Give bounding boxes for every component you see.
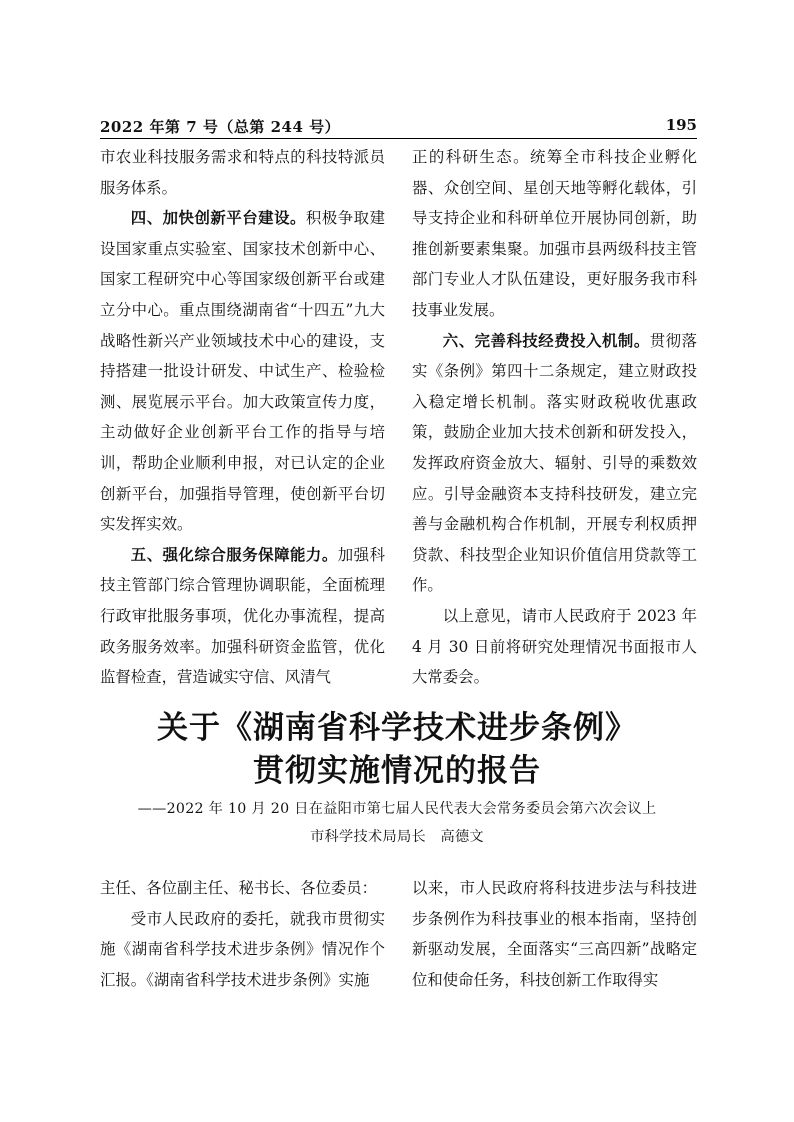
paragraph-body: 加强科技主管部门综合管理协调职能，全面梳理行政审批服务事项，优化办事流程，提高政务服务效率。加强科研资金监管，优化监督检查，营造诚实守信、风清气 (100, 545, 385, 687)
paragraph: 市农业科技服务需求和特点的科技特派员服务体系。 (100, 148, 385, 197)
page-number: 195 (665, 116, 697, 134)
article-subtitle: ——2022 年 10 月 20 日在益阳市第七届人民代表大会常务委员会第六次会议上 (137, 801, 657, 817)
paragraph (100, 203, 385, 540)
left-column (100, 142, 385, 693)
article-left-column (100, 873, 385, 995)
section-heading: 五、强化综合服务保障能力。 (130, 545, 338, 564)
paragraph: 受市人民政府的委托，就我市贯彻实施《湖南省科学技术进步条例》情况作个汇报。《湖南省科学技术进步条例》实施 (100, 909, 385, 989)
section-heading: 六、完善科技经费投入机制。 (442, 331, 650, 350)
paragraph: 主任、各位副主任、秘书长、各位委员： (100, 879, 378, 897)
paragraph (412, 326, 697, 601)
article-right-column (412, 873, 697, 995)
article-author: 市科学技术局局长 高德文 (310, 829, 484, 845)
article-title-line-2: 贯彻实施情况的报告 (253, 753, 541, 789)
right-column (412, 142, 697, 693)
paragraph: 正的科研生态。统筹全市科技企业孵化器、众创空间、星创天地等孵化载体，引导支持企业和科研单位开展协同创新，助推创新要素集聚。加强市县两级科技主管部门专业人才队伍建设，更好服务我市科技事业发展。 (412, 148, 697, 319)
paragraph-body: 贯彻落实《条例》第四十二条规定，建立财政投入稳定增长机制。落实财政税收优惠政策，鼓励企业加大技术创新和研发投入，发挥政府资金放大、辐射、引导的乘数效应。引导金融资本支持科技研发，建立完善与金融机构合作机制，开展专利权质押贷款、科技型企业知识价值信用贷款等工作。 (412, 331, 697, 595)
header-rule (100, 138, 697, 139)
running-header (100, 116, 697, 136)
issue-info: 2022 年第 7 号（总第 244 号） (100, 118, 341, 136)
paragraph: 以上意见，请市人民政府于 2023 年 4 月 30 日前将研究处理情况书面报市人大常委会。 (412, 606, 697, 687)
paragraph: 以来，市人民政府将科技进步法与科技进步条例作为科技事业的根本指南，坚持创新驱动发展，全面落实“三高四新”战略定位和使命任务，科技创新工作取得实 (412, 879, 697, 989)
paragraph (100, 540, 385, 693)
article-title-line-1: 关于《湖南省科学技术进步条例》 (157, 710, 637, 746)
paragraph-body: 积极争取建设国家重点实验室、国家技术创新中心、国家工程研究中心等国家级创新平台或建立分中心。重点围绕湖南省“十四五”九大战略性新兴产业领域技术中心的建设，支持搭建一批设计研发、中试生产、检验检测、展览展示平台。加大政策宣传力度，主动做好企业创新平台工作的指导与培训，帮助企业顺利申报，对已认定的企业创新平台，加强指导管理，使创新平台切实发挥实效。 (100, 209, 385, 534)
section-heading: 四、加快创新平台建设。 (130, 209, 306, 228)
